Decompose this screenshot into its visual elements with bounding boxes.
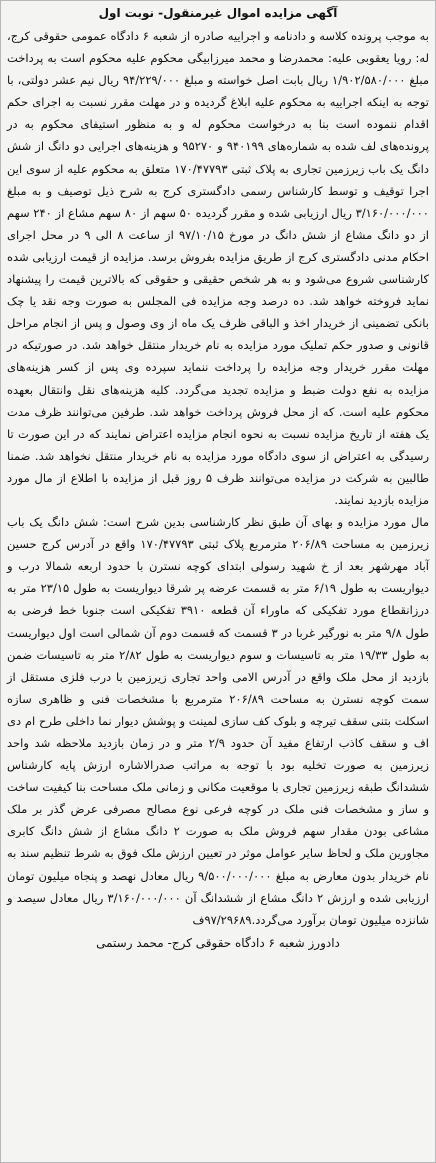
notice-signature: دادورز شعبه ۶ دادگاه حقوقی کرج- محمد رستمی <box>96 935 340 950</box>
notice-title: آگهی مزایده اموال غیرمنقول- نوبت اول <box>98 6 338 20</box>
notice-paragraph-property: مال مورد مزایده و بهای آن طبق نظر کارشناسی بدین شرح است: شش دانگ یک باب زیرزمین به مساحت ۲۰۶/۸۹ مترمربع پلاک ثبتی ۱۷۰/۴۷۷۹۳ واقع در آدرس کرج حسین آباد مهرشهر بعد از خ شهید رسولی ابتدای کوچه نسترن با حدود اربعه شمالا درب و دیواریست به طول ۶/۱۹ متر به قسمت عرضه پر شرقا دیواریست به طول ۲۳/۱۵ متر به درزانقطاع مورد تفکیکی که ماوراء آن قطعه ۳۹۱۰ تفکیکی است جنوبا خط فرضی به طول ۹/۸ متر به نورگیر غربا در ۳ قسمت که قسمت دوم آن شمالی است اول دیواریست به طول ۱۹/۳۳ متر به تاسیسات و سوم دیواریست به طول ۲/۸۲ متر به تاسیسات ضمن بازدید از محل ملک واقع در آدرس الامی واحد تجاری زیرزمین با درب فلزی مستقل از سمت کوچه نسترن به مساحت ۲۰۶/۸۹ مترمربع با مشخصات فنی و ظاهری سازه اسکلت بتنی سقف تیرچه و بلوک کف سازی لمینت و پوشش دیوار نما داخلی طرح ام دی اف و سقف کاذب ارتفاع مفید آن حدود ۲/۹ متر و در زمان بازدید ملاحظه شد واحد زیرزمین به صورت تخلیه بود با توجه به مراتب صدرالاشاره ارزش پایه کارشناس ششدانگ طبقه زیرزمین تجاری با موقعیت مکانی و زمانی ملک مساحت بنا کیفیت ساخت و ساز و مشخصات فنی ملک در کوچه فرعی نوع مصالح مصرفی عرض گذر بر ملک مشاعی بودن مقدار سهم فروش ملک به صورت ۲ دانگ مشاع از شش دانگ کابری مجاورین ملک و لحاظ سایر عوامل موثر در تعیین ارزش ملک فوق به شرط تنظیم سند به نام خریدار بدون معارض به مبلغ ۹/۵۰۰/۰۰۰/۰۰۰ ریال معادل نهصد و پنجاه میلیون تومان ارزیابی شده و ارزش ۲ دانگ مشاع از ششدانگ آن ۳/۱۶۰/۰۰۰/۰۰۰ ریال معادل سیصد و شانزده میلیون تومان برآورد می‌گردد.۹۷/۲۹۶۸۹ف <box>7 515 430 927</box>
notice-paragraph-terms: به موجب پرونده کلاسه و دادنامه و اجراییه صادره از شعبه ۶ دادگاه عمومی حقوقی کرج، له: رویا یعقوبی علیه: محمدرضا و محمد میرزابیگی محکوم علیه محکوم است به پرداخت مبلغ ۱/۹۰۲/۵۸۰/۰۰۰ ریال بابت اصل خواسته و مبلغ ۹۴/۲۲۹/۰۰۰ ریال نیم عشر دولتی، با توجه به اینکه اجراییه به محکوم علیه ابلاغ گردیده و در مهلت مقرر نسبت به اجرای حکم اقدام ننموده است بنا به درخواست محکوم له و به منظور استیفای محکوم به در پرونده‌های لف شده به شماره‌های ۹۴۰۱۹۹ و ۹۵۲۷۰ و هزینه‌های اجرایی دو دانگ از شش دانگ یک باب زیرزمین تجاری به پلاک ثبتی ۱۷۰/۴۷۷۹۳ متعلق به محکوم علیه از سوی این اجرا توقیف و توسط کارشناس رسمی دادگستری کرج به شرح ذیل توصیف و به مبلغ ۳/۱۶۰/۰۰۰/۰۰۰ ریال ارزیابی شده و مقرر گردیده ۵۰ سهم از ۸۰ سهم مشاع از ۲۴۰ سهم از دو دانگ مشاع از شش دانگ در مورخ ۹۷/۱۰/۱۵ از ساعت ۸ الی ۹ در محل اجرای احکام مدنی دادگستری کرج از طریق مزایده بفروش برسد. مزایده از قیمت ارزیابی شده کارشناسی شروع می‌شود و به هر شخص حقیقی و حقوقی که بالاترین قیمت را پیشنهاد نماید فروخته خواهد شد. ده درصد وجه مزایده فی المجلس به صورت وجه نقد یا چک بانکی تضمینی از خریدار اخذ و الباقی ظرف یک ماه از وی وصول و پس از انجام مراحل قانونی و صدور حکم تملیک مورد مزایده به نام خریدار منتقل خواهد شد. در صورتیکه در مهلت مقرر خریدار وجه مزایده را پرداخت ننماید سپرده وی پس از کسر هزینه‌های مزایده به نفع دولت ضبط و مزایده تجدید می‌گردد. کلیه هزینه‌های نقل وانتقال بعهده محکوم علیه است. که از محل فروش پرداخت خواهد شد. طرفین می‌توانند ظرف مدت یک هفته از تاریخ مزایده نسبت به نحوه انجام مزایده اعتراض نمایند که در این صورت تا رسیدگی به اعتراض از سوی دادگاه مورد مزایده به نام خریدار منتقل نخواهد شد. ضمنا طالبین به شرکت در مزایده می‌توانند ظرف ۵ روز قبل از مزایده با اطلاع از مال مورد مزایده بازدید نمایند. <box>7 29 430 507</box>
notice-body <box>7 25 429 931</box>
